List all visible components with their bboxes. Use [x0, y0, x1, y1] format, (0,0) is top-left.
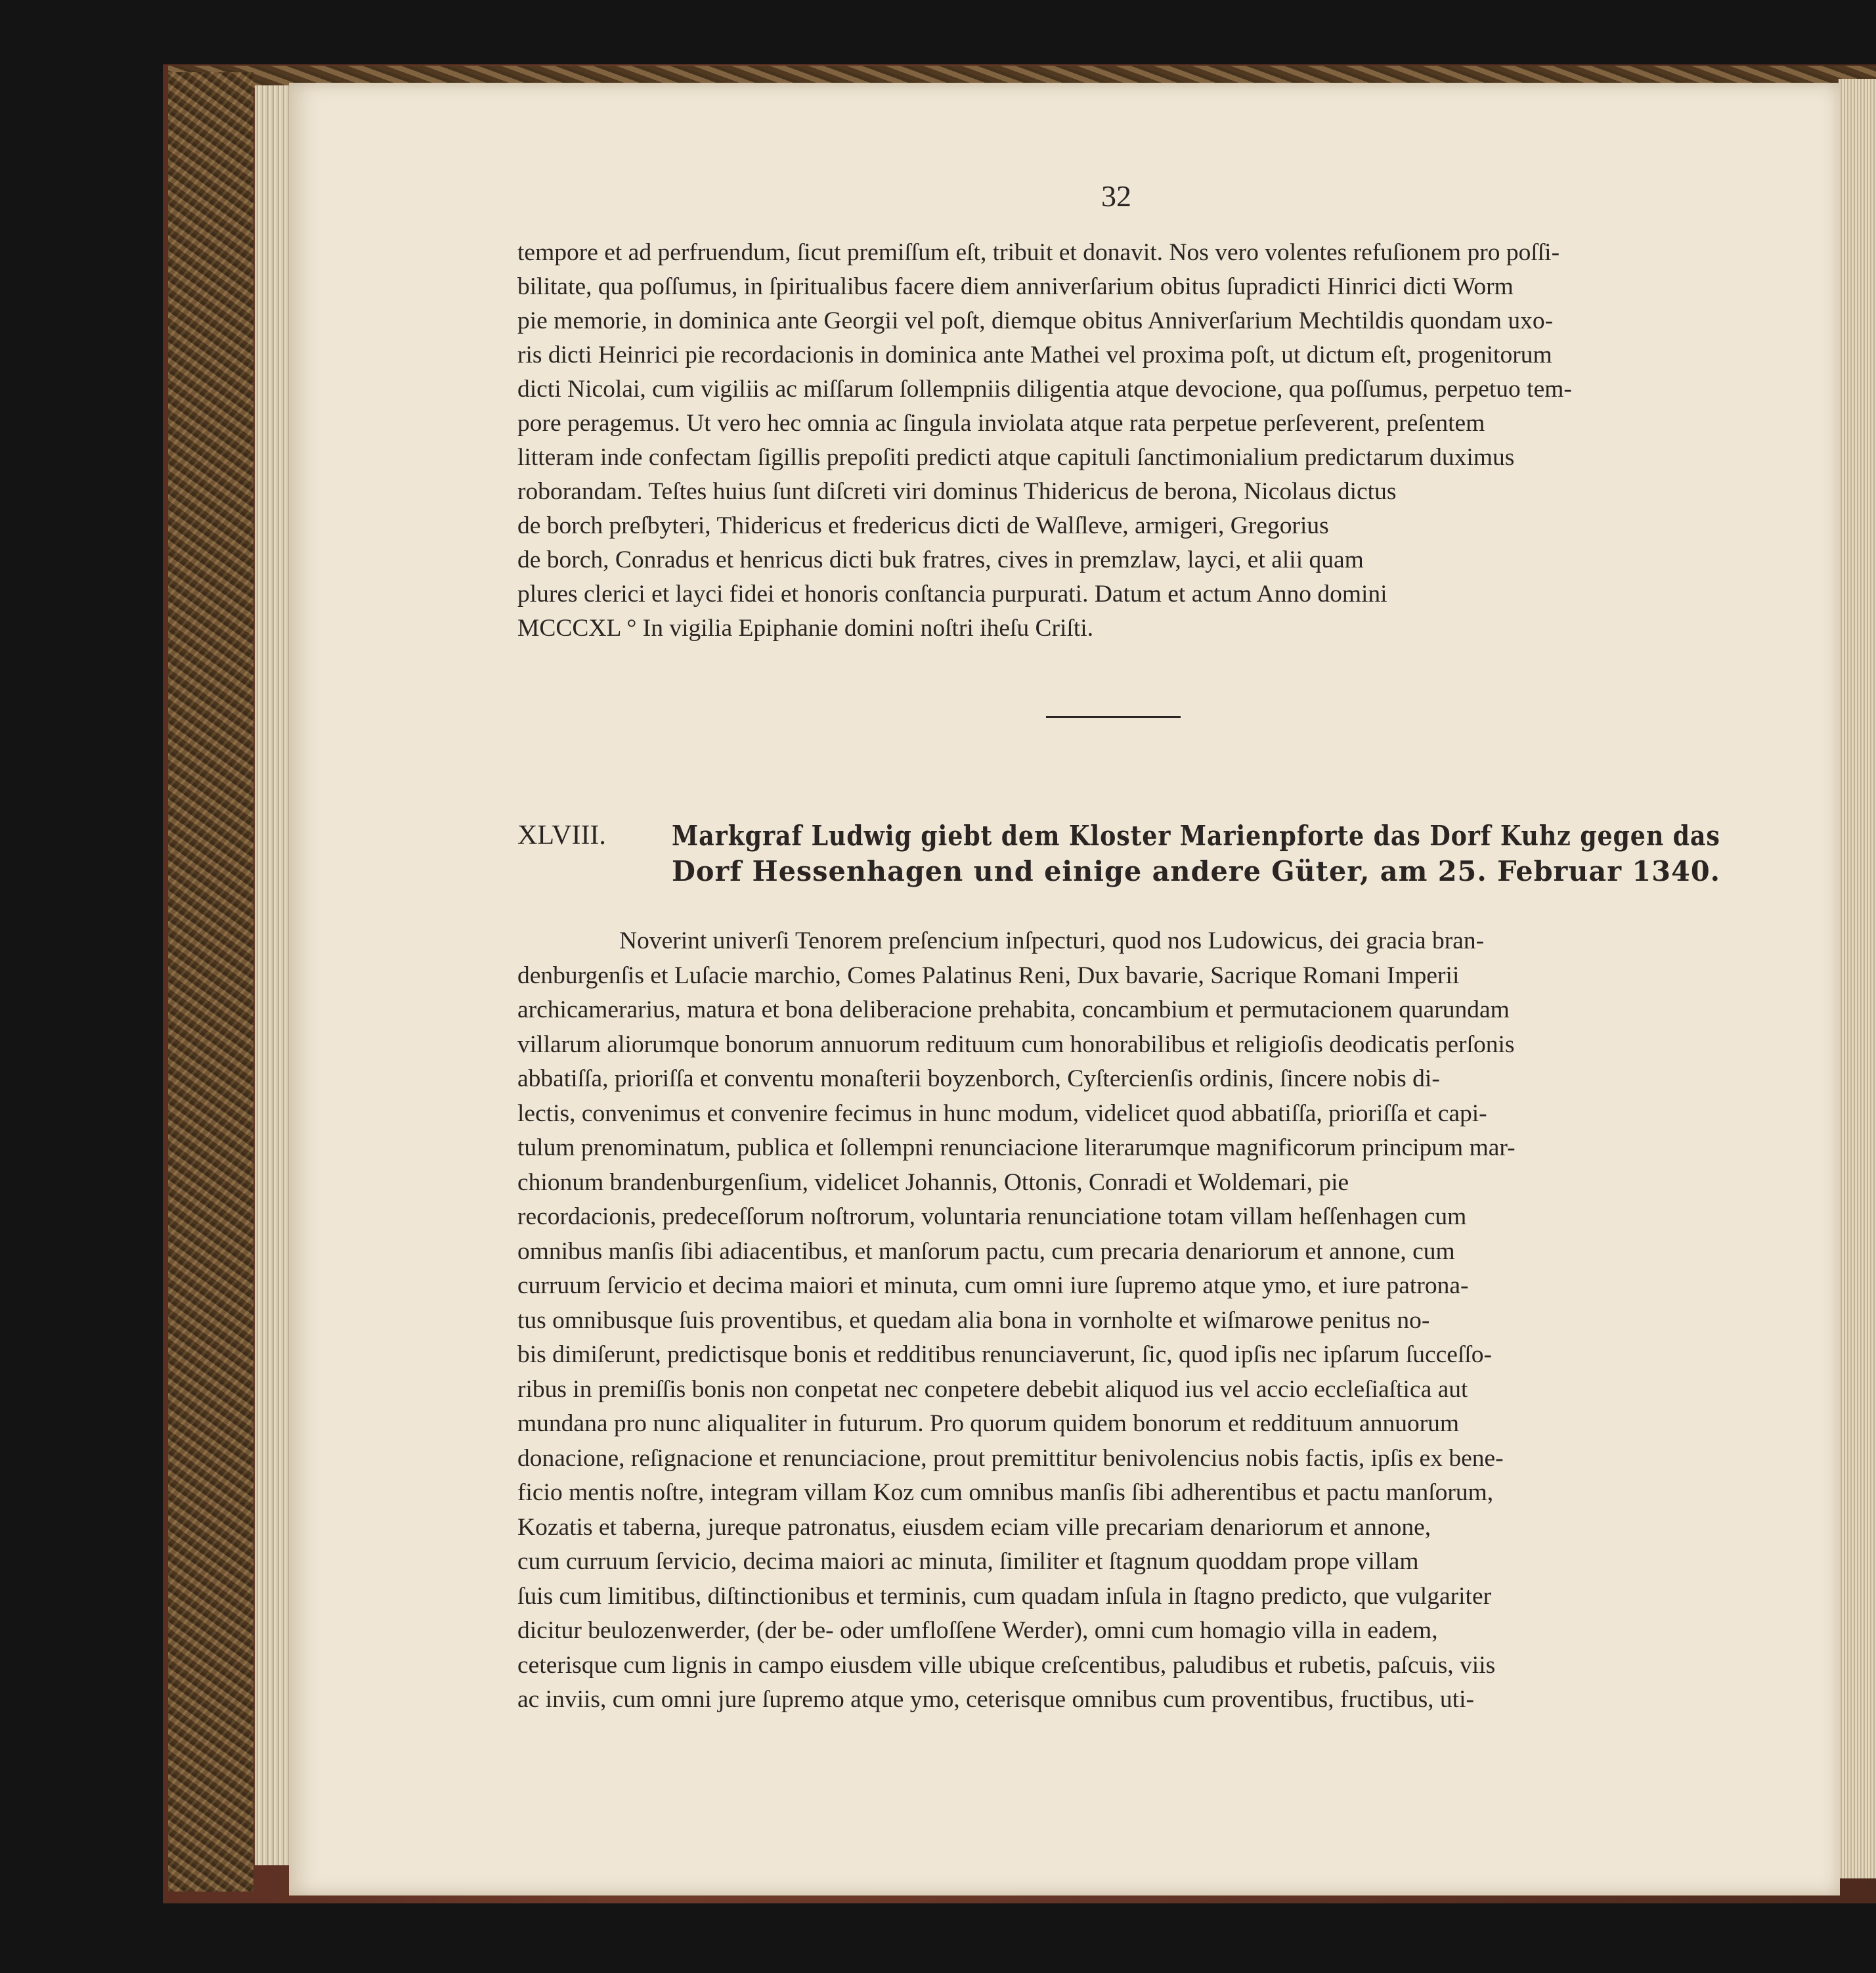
text-line: villarum aliorumque bonorum annuorum redituum cum honorabilibus et religioſis deodicatis perſonis — [517, 1031, 1515, 1058]
text-line: donacione, reſignacione et renunciacione, prout premittitur benivolencius nobis factis, ipſis ex bene- — [517, 1444, 1504, 1472]
document-number: XLVIII. — [517, 820, 606, 851]
text-line: ficio mentis noſtre, integram villam Koz cum omnibus manſis ſibi adherentibus et pactu manſorum, — [517, 1479, 1494, 1506]
text-line: dicti Nicolai, cum vigiliis ac miſſarum ſollempniis diligentia atque devocione, qua poſſumus, perpetuo tem- — [517, 376, 1572, 403]
text-line: plures clerici et layci fidei et honoris conſtancia purpurati. Datum et actum Anno domini — [517, 581, 1387, 608]
text-line: tempore et ad perfruendum, ſicut premiſſum eſt, tribuit et donavit. Nos vero volentes refuſionem pro poſſi- — [517, 239, 1560, 266]
text-line: ac inviis, cum omni jure ſupremo atque ymo, ceterisque omnibus cum proventibus, fructibus, uti- — [517, 1686, 1474, 1713]
text-line: dicitur beulozenwerder, (der be- oder umfloſſene Werder), omni cum homagio villa in eadem, — [517, 1617, 1438, 1644]
text-line: ſuis cum limitibus, diſtinctionibus et terminis, cum quadam inſula in ſtagno predicto, que vulgariter — [517, 1582, 1492, 1610]
text-line: roborandam. Teſtes huius ſunt diſcreti viri dominus Thidericus de berona, Nicolaus dictus — [517, 478, 1397, 505]
text-line: denburgenſis et Luſacie marchio, Comes Palatinus Reni, Dux bavarie, Sacrique Romani Imperii — [517, 962, 1460, 989]
text-line: lectis, convenimus et convenire fecimus in hunc modum, videlicet quod abbatiſſa, prioriſſa et capi- — [517, 1099, 1487, 1127]
page-stack-right — [1839, 79, 1876, 1878]
text-line: de borch preſbyteri, Thidericus et fredericus dicti de Walſleve, armigeri, Gregorius — [517, 512, 1329, 539]
text-line: cum curruum ſervicio, decima maiori ac minuta, ſimiliter et ſtagnum quoddam prope villam — [517, 1548, 1419, 1575]
text-line: tus omnibusque ſuis proventibus, et quedam alia bona in vornholte et wiſmarowe penitus no- — [517, 1306, 1430, 1334]
page-number: 32 — [1101, 179, 1131, 213]
text-line: pore peragemus. Ut vero hec omnia ac ſingula inviolata atque rata perpetue perſeverent, preſentem — [517, 410, 1485, 437]
text-line: recordacionis, predeceſſorum noſtrorum, voluntaria renunciatione totam villam heſſenhagen cum — [517, 1203, 1467, 1230]
text-line: Kozatis et taberna, jureque patronatus, eiusdem eciam ville precariam denariorum et annone, — [517, 1513, 1431, 1541]
page-stack-left — [255, 85, 292, 1865]
cover-marbled-edge — [168, 72, 253, 1892]
text-line: pie memorie, in dominica ante Georgii vel poſt, diemque obitus Anniverſarium Mechtildis quondam uxo- — [517, 307, 1554, 334]
document-heading-line-2: Dorf Hessenhagen und einige andere Güter, am 25. Februar 1340. — [672, 855, 1721, 887]
text-line: Noverint univerſi Tenorem preſencium inſpecturi, quod nos Ludowicus, dei gracia bran- — [619, 927, 1485, 954]
text-line: litteram inde confectam ſigillis prepoſiti predicti atque capituli ſanctimonialium predictarum duximus — [517, 444, 1515, 471]
text-line: MCCCXL ° In vigilia Epiphanie domini noſtri iheſu Criſti. — [517, 615, 1094, 642]
text-line: ribus in premiſſis bonis non conpetat nec conpetere debebit aliquod ius vel accio eccleſiaſtica aut — [517, 1375, 1468, 1403]
text-line: mundana pro nunc aliqualiter in futurum. Pro quorum quidem bonorum et reddituum annuorum — [517, 1410, 1460, 1437]
document-heading-line-1: Markgraf Ludwig giebt dem Kloster Marienpforte das Dorf Kuhz gegen das — [672, 820, 1720, 852]
text-line: de borch, Conradus et henricus dicti buk fratres, cives in premzlaw, layci, et alii quam — [517, 546, 1364, 573]
text-line: archicamerarius, matura et bona deliberacione prehabita, concambium et permutacionem quarundam — [517, 996, 1510, 1023]
text-line: bis dimiſerunt, predictisque bonis et redditibus renunciaverunt, ſic, quod ipſis nec ipſarum ſucceſſo- — [517, 1341, 1493, 1368]
text-line: abbatiſſa, prioriſſa et conventu monaſterii boyzenborch, Cyſtercienſis ordinis, ſincere nobis di- — [517, 1065, 1440, 1092]
text-line: tulum prenominatum, publica et ſollempni renunciacione literarumque magnificorum principum mar- — [517, 1134, 1516, 1161]
text-line: ris dicti Heinrici pie recordacionis in dominica ante Mathei vel proxima poſt, ut dictum eſt, progenitorum — [517, 342, 1552, 368]
text-line: omnibus manſis ſibi adiacentibus, et manſorum pactu, cum precaria denariorum et annone, cum — [517, 1237, 1455, 1265]
section-divider — [1046, 716, 1181, 718]
text-line: ceterisque cum lignis in campo eiusdem ville ubique creſcentibus, paludibus et rubetis, paſcuis, viis — [517, 1651, 1496, 1679]
text-line: chionum brandenburgenſium, videlicet Johannis, Ottonis, Conradi et Woldemari, pie — [517, 1168, 1349, 1196]
text-line: curruum ſervicio et decima maiori et minuta, cum omni iure ſupremo atque ymo, et iure patrona- — [517, 1272, 1469, 1299]
text-line: bilitate, qua poſſumus, in ſpiritualibus facere diem anniverſarium obitus ſupradicti Hinrici dicti Worm — [517, 273, 1514, 300]
